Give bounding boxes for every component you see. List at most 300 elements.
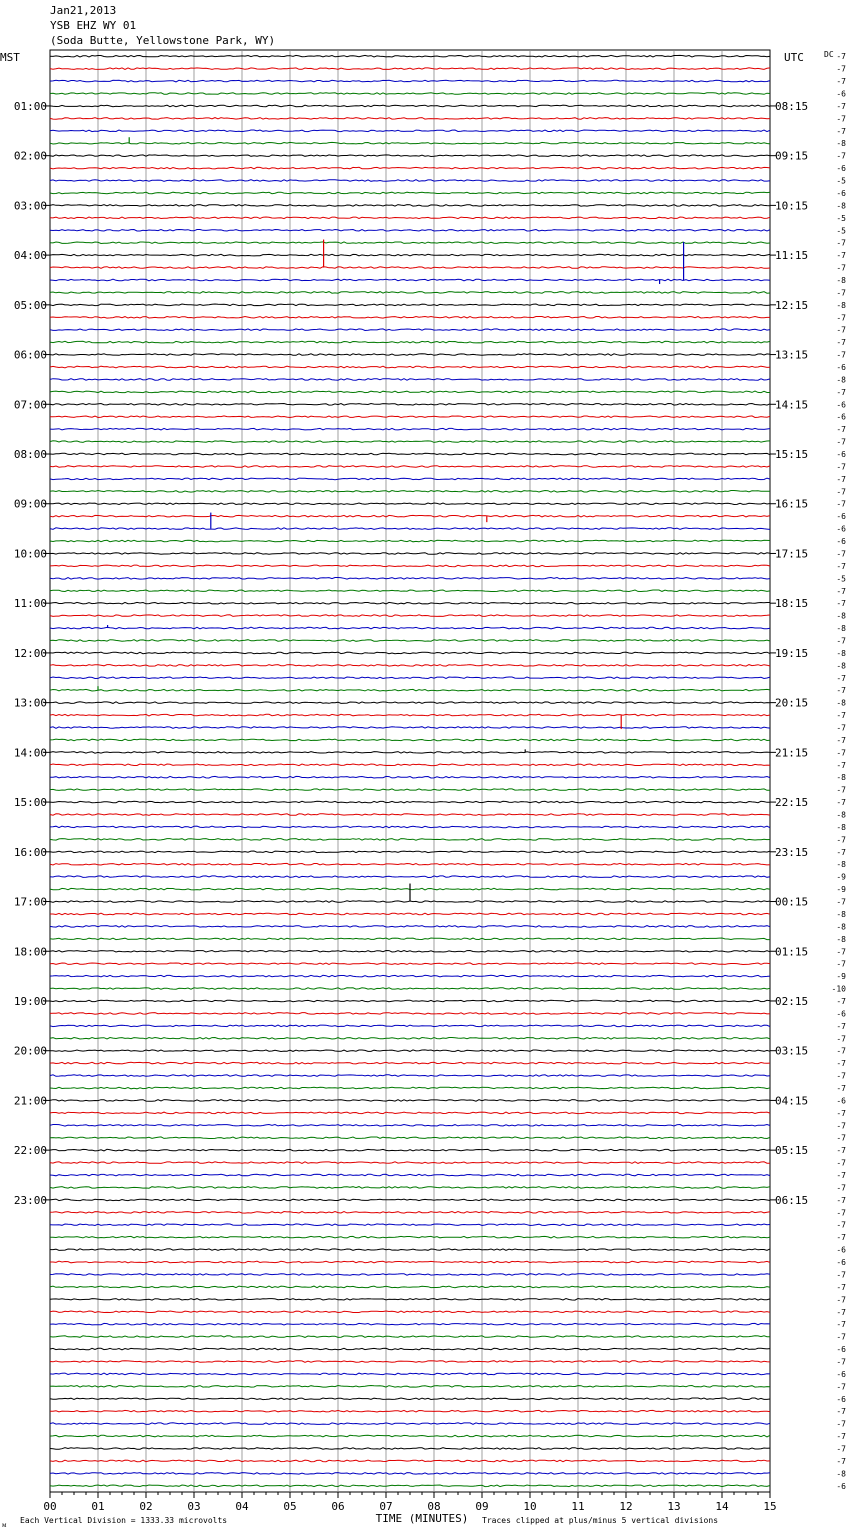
dc-offset-label: -7 bbox=[836, 1444, 846, 1454]
x-tick-label: 09 bbox=[475, 1500, 489, 1513]
dc-offset-label: -7 bbox=[836, 549, 846, 559]
right-hour-label: 12:15 bbox=[775, 298, 809, 312]
dc-offset-label: -7 bbox=[836, 462, 846, 472]
dc-offset-label: -6 bbox=[836, 400, 846, 410]
dc-offset-label: -7 bbox=[836, 785, 846, 795]
trace-line bbox=[50, 379, 770, 381]
right-hour-label: 08:15 bbox=[775, 99, 809, 113]
trace-line bbox=[50, 951, 770, 953]
trace-line bbox=[50, 341, 770, 343]
left-hour-label: 13:00 bbox=[13, 696, 47, 710]
trace-line bbox=[50, 814, 770, 816]
dc-offset-label: -7 bbox=[836, 77, 846, 87]
left-timezone-label: MST bbox=[0, 51, 20, 64]
plot-frame bbox=[50, 50, 770, 1492]
trace-line bbox=[50, 142, 770, 144]
trace-line bbox=[50, 677, 770, 679]
trace-line bbox=[50, 565, 770, 567]
dc-offset-label: -7 bbox=[836, 313, 846, 323]
dc-offset-label: -7 bbox=[836, 1158, 846, 1168]
trace-line bbox=[50, 764, 770, 766]
dc-offset-label: -7 bbox=[836, 686, 846, 696]
dc-offset-label: -6 bbox=[836, 1481, 846, 1491]
right-hour-label: 18:15 bbox=[775, 597, 809, 611]
dc-offset-label: -7 bbox=[836, 1456, 846, 1466]
dc-offset-label: -7 bbox=[836, 1320, 846, 1330]
dc-offset-label: -8 bbox=[836, 822, 846, 832]
right-timezone-label: UTC bbox=[784, 51, 804, 64]
dc-offset-label: -6 bbox=[836, 450, 846, 460]
dc-offset-label: -7 bbox=[836, 114, 846, 124]
dc-offset-label: -7 bbox=[836, 798, 846, 808]
trace-line bbox=[50, 1361, 770, 1363]
dc-offset-label: -8 bbox=[836, 922, 846, 932]
trace-line bbox=[50, 540, 770, 542]
trace-line bbox=[50, 826, 770, 828]
trace-line bbox=[50, 267, 770, 269]
dc-offset-label: -7 bbox=[836, 52, 846, 62]
dc-offset-label: -8 bbox=[836, 934, 846, 944]
trace-line bbox=[50, 528, 770, 530]
dc-offset-label: -6 bbox=[836, 524, 846, 534]
dc-offset-label: -8 bbox=[836, 1469, 846, 1479]
left-hour-label: 09:00 bbox=[13, 497, 47, 511]
trace-line bbox=[50, 1125, 770, 1127]
right-hour-label: 06:15 bbox=[775, 1193, 809, 1207]
trace-line bbox=[50, 254, 770, 256]
trace-line bbox=[50, 105, 770, 107]
x-tick-label: 11 bbox=[571, 1500, 585, 1513]
trace-line bbox=[50, 1348, 770, 1350]
trace-line bbox=[50, 1473, 770, 1475]
trace-line bbox=[50, 801, 770, 803]
x-tick-label: 08 bbox=[427, 1500, 441, 1513]
right-hour-label: 15:15 bbox=[775, 448, 809, 462]
left-hour-label: 14:00 bbox=[13, 746, 47, 760]
dc-offset-label: -7 bbox=[836, 1046, 846, 1056]
trace-line bbox=[50, 1311, 770, 1313]
left-hour-label: 08:00 bbox=[13, 448, 47, 462]
trace-line bbox=[50, 1410, 770, 1412]
dc-offset-label: -7 bbox=[836, 735, 846, 745]
dc-offset-label: -7 bbox=[836, 1382, 846, 1392]
dc-label: DC bbox=[824, 50, 834, 59]
dc-offset-label: -7 bbox=[836, 748, 846, 758]
dc-offset-label: -8 bbox=[836, 611, 846, 621]
right-hour-label: 14:15 bbox=[775, 398, 809, 412]
trace-line bbox=[50, 1435, 770, 1437]
dc-offset-label: -7 bbox=[836, 1208, 846, 1218]
x-tick-label: 10 bbox=[523, 1500, 537, 1513]
right-hour-label: 13:15 bbox=[775, 348, 809, 362]
trace-line bbox=[50, 93, 770, 95]
right-hour-label: 20:15 bbox=[775, 696, 809, 710]
dc-offset-label: -7 bbox=[836, 238, 846, 248]
dc-offset-label: -7 bbox=[836, 636, 846, 646]
dc-offset-label: -7 bbox=[836, 586, 846, 596]
dc-offset-label: -7 bbox=[836, 1419, 846, 1429]
dc-offset-label: -8 bbox=[836, 909, 846, 919]
trace-line bbox=[50, 988, 770, 990]
dc-offset-label: -7 bbox=[836, 959, 846, 969]
dc-offset-label: -7 bbox=[836, 126, 846, 136]
trace-line bbox=[50, 839, 770, 841]
trace-line bbox=[50, 1261, 770, 1263]
trace-line bbox=[50, 578, 770, 580]
trace-line bbox=[50, 217, 770, 219]
trace-line bbox=[50, 851, 770, 853]
trace-line bbox=[50, 1199, 770, 1201]
dc-offset-label: -6 bbox=[836, 1345, 846, 1355]
dc-offset-label: -7 bbox=[836, 101, 846, 111]
trace-line bbox=[50, 329, 770, 331]
trace-line bbox=[50, 652, 770, 654]
x-tick-label: 03 bbox=[187, 1500, 201, 1513]
trace-line bbox=[50, 1087, 770, 1089]
dc-offset-label: -7 bbox=[836, 1432, 846, 1442]
trace-line bbox=[50, 1485, 770, 1487]
trace-line bbox=[50, 1224, 770, 1226]
trace-line bbox=[50, 130, 770, 132]
trace-line bbox=[50, 863, 770, 865]
left-hour-label: 17:00 bbox=[13, 895, 47, 909]
corner-mark: ᴍ bbox=[2, 1521, 7, 1529]
trace-line bbox=[50, 1149, 770, 1151]
dc-offset-label: -7 bbox=[836, 561, 846, 571]
dc-offset-label: -6 bbox=[836, 1245, 846, 1255]
dc-offset-label: -6 bbox=[836, 89, 846, 99]
dc-offset-label: -5 bbox=[836, 226, 846, 236]
dc-offset-label: -8 bbox=[836, 661, 846, 671]
trace-line bbox=[50, 1423, 770, 1425]
dc-offset-label: -7 bbox=[836, 487, 846, 497]
dc-offset-label: -7 bbox=[836, 1146, 846, 1156]
dc-offset-label: -7 bbox=[836, 1295, 846, 1305]
station-location: (Soda Butte, Yellowstone Park, WY) bbox=[50, 34, 276, 47]
dc-offset-label: -7 bbox=[836, 288, 846, 298]
trace-line bbox=[50, 192, 770, 194]
x-tick-label: 14 bbox=[715, 1500, 729, 1513]
trace-line bbox=[50, 689, 770, 691]
trace-line bbox=[50, 702, 770, 704]
right-hour-label: 01:15 bbox=[775, 945, 809, 959]
trace-line bbox=[50, 727, 770, 729]
dc-offset-label: -7 bbox=[836, 387, 846, 397]
trace-line bbox=[50, 167, 770, 169]
dc-offset-label: -7 bbox=[836, 835, 846, 845]
dc-offset-label: -8 bbox=[836, 624, 846, 634]
left-hour-label: 01:00 bbox=[13, 99, 47, 113]
dc-offset-label: -7 bbox=[836, 1282, 846, 1292]
trace-line bbox=[50, 441, 770, 443]
x-tick-label: 02 bbox=[139, 1500, 153, 1513]
trace-line bbox=[50, 1386, 770, 1388]
right-hour-label: 23:15 bbox=[775, 845, 809, 859]
trace-line bbox=[50, 317, 770, 319]
left-hour-label: 02:00 bbox=[13, 149, 47, 163]
trace-line bbox=[50, 404, 770, 406]
trace-line bbox=[50, 155, 770, 157]
dc-offset-label: -6 bbox=[836, 1394, 846, 1404]
trace-line bbox=[50, 926, 770, 928]
trace-line bbox=[50, 665, 770, 667]
trace-line bbox=[50, 938, 770, 940]
trace-line bbox=[50, 1000, 770, 1002]
trace-line bbox=[50, 1075, 770, 1077]
dc-offset-label: -7 bbox=[836, 996, 846, 1006]
dc-offset-label: -7 bbox=[836, 673, 846, 683]
dc-offset-label: -7 bbox=[836, 1021, 846, 1031]
dc-offset-label: -7 bbox=[836, 1171, 846, 1181]
dc-offset-label: -9 bbox=[836, 872, 846, 882]
left-hour-label: 20:00 bbox=[13, 1044, 47, 1058]
trace-line bbox=[50, 975, 770, 977]
trace-line bbox=[50, 1212, 770, 1214]
trace-line bbox=[50, 1013, 770, 1015]
dc-offset-label: -8 bbox=[836, 201, 846, 211]
dc-offset-label: -6 bbox=[836, 188, 846, 198]
clip-note: Traces clipped at plus/minus 5 vertical divisions bbox=[482, 1516, 719, 1525]
left-hour-label: 04:00 bbox=[13, 249, 47, 263]
right-hour-label: 11:15 bbox=[775, 249, 809, 263]
right-hour-label: 09:15 bbox=[775, 149, 809, 163]
dc-offset-label: -7 bbox=[836, 1407, 846, 1417]
trace-line bbox=[50, 279, 770, 281]
dc-offset-label: -5 bbox=[836, 176, 846, 186]
x-tick-label: 15 bbox=[763, 1500, 777, 1513]
trace-line bbox=[50, 752, 770, 754]
trace-line bbox=[50, 1038, 770, 1040]
dc-offset-label: -7 bbox=[836, 1059, 846, 1069]
left-hour-label: 18:00 bbox=[13, 945, 47, 959]
dc-offset-label: -7 bbox=[836, 1307, 846, 1317]
dc-offset-label: -7 bbox=[836, 1083, 846, 1093]
dc-offset-label: -7 bbox=[836, 1071, 846, 1081]
trace-line bbox=[50, 55, 770, 57]
right-hour-label: 00:15 bbox=[775, 895, 809, 909]
x-axis-label: TIME (MINUTES) bbox=[375, 1512, 469, 1525]
dc-offset-label: -7 bbox=[836, 1183, 846, 1193]
right-hour-label: 02:15 bbox=[775, 994, 809, 1008]
dc-offset-label: -7 bbox=[836, 437, 846, 447]
trace-line bbox=[50, 230, 770, 232]
scale-note: Each Vertical Division = 1333.33 microvolts bbox=[20, 1516, 228, 1525]
dc-offset-label: -7 bbox=[836, 325, 846, 335]
trace-line bbox=[50, 80, 770, 82]
trace-line bbox=[50, 1112, 770, 1114]
dc-offset-label: -10 bbox=[831, 984, 846, 994]
left-hour-label: 22:00 bbox=[13, 1144, 47, 1158]
trace-line bbox=[50, 391, 770, 393]
trace-line bbox=[50, 466, 770, 468]
dc-offset-label: -7 bbox=[836, 760, 846, 770]
dc-offset-label: -6 bbox=[836, 1369, 846, 1379]
right-hour-label: 10:15 bbox=[775, 199, 809, 213]
dc-offset-label: -7 bbox=[836, 723, 846, 733]
trace-line bbox=[50, 876, 770, 878]
dc-offset-label: -9 bbox=[836, 885, 846, 895]
trace-line bbox=[50, 1025, 770, 1027]
trace-line bbox=[50, 553, 770, 555]
trace-line bbox=[50, 590, 770, 592]
dc-offset-label: -7 bbox=[836, 338, 846, 348]
right-hour-label: 21:15 bbox=[775, 746, 809, 760]
dc-offset-label: -7 bbox=[836, 263, 846, 273]
dc-offset-label: -7 bbox=[836, 499, 846, 509]
dc-offset-label: -7 bbox=[836, 1220, 846, 1230]
dc-offset-label: -7 bbox=[836, 1357, 846, 1367]
left-hour-label: 05:00 bbox=[13, 298, 47, 312]
trace-line bbox=[50, 627, 770, 629]
trace-line bbox=[50, 478, 770, 480]
dc-offset-label: -5 bbox=[836, 213, 846, 223]
trace-line bbox=[50, 789, 770, 791]
trace-line bbox=[50, 515, 770, 517]
trace-line bbox=[50, 913, 770, 915]
trace-line bbox=[50, 1062, 770, 1064]
trace-line bbox=[50, 242, 770, 244]
trace-line bbox=[50, 1460, 770, 1462]
right-hour-label: 03:15 bbox=[775, 1044, 809, 1058]
dc-offset-label: -6 bbox=[836, 164, 846, 174]
dc-offset-label: -8 bbox=[836, 698, 846, 708]
dc-offset-label: -6 bbox=[836, 412, 846, 422]
trace-line bbox=[50, 1274, 770, 1276]
trace-line bbox=[50, 68, 770, 70]
dc-offset-label: -6 bbox=[836, 1009, 846, 1019]
trace-line bbox=[50, 1162, 770, 1164]
trace-line bbox=[50, 491, 770, 493]
trace-line bbox=[50, 1373, 770, 1375]
dc-offset-label: -7 bbox=[836, 1133, 846, 1143]
left-hour-label: 06:00 bbox=[13, 348, 47, 362]
trace-line bbox=[50, 714, 770, 716]
station-code: YSB EHZ WY 01 bbox=[50, 19, 137, 32]
left-hour-label: 12:00 bbox=[13, 646, 47, 660]
trace-line bbox=[50, 1448, 770, 1450]
dc-offset-label: -6 bbox=[836, 1258, 846, 1268]
left-hour-label: 11:00 bbox=[13, 597, 47, 611]
trace-line bbox=[50, 1299, 770, 1301]
dc-offset-label: -7 bbox=[836, 1233, 846, 1243]
dc-offset-label: -6 bbox=[836, 362, 846, 372]
x-tick-label: 13 bbox=[667, 1500, 681, 1513]
left-hour-label: 23:00 bbox=[13, 1193, 47, 1207]
dc-offset-label: -7 bbox=[836, 425, 846, 435]
right-hour-label: 19:15 bbox=[775, 646, 809, 660]
dc-offset-label: -7 bbox=[836, 1121, 846, 1131]
trace-line bbox=[50, 503, 770, 505]
trace-line bbox=[50, 640, 770, 642]
x-tick-label: 07 bbox=[379, 1500, 393, 1513]
dc-offset-label: -7 bbox=[836, 897, 846, 907]
dc-offset-label: -7 bbox=[836, 1108, 846, 1118]
dc-offset-label: -7 bbox=[836, 1270, 846, 1280]
left-hour-label: 16:00 bbox=[13, 845, 47, 859]
trace-line bbox=[50, 118, 770, 120]
x-tick-label: 04 bbox=[235, 1500, 249, 1513]
dc-offset-label: -8 bbox=[836, 300, 846, 310]
trace-line bbox=[50, 615, 770, 617]
trace-line bbox=[50, 1286, 770, 1288]
trace-line bbox=[50, 180, 770, 182]
dc-offset-label: -7 bbox=[836, 711, 846, 721]
trace-line bbox=[50, 453, 770, 455]
trace-line bbox=[50, 1174, 770, 1176]
right-hour-label: 05:15 bbox=[775, 1144, 809, 1158]
trace-line bbox=[50, 1187, 770, 1189]
dc-offset-label: -7 bbox=[836, 474, 846, 484]
trace-line bbox=[50, 304, 770, 306]
trace-line bbox=[50, 1050, 770, 1052]
dc-offset-label: -5 bbox=[836, 574, 846, 584]
left-hour-label: 15:00 bbox=[13, 796, 47, 810]
dc-offset-label: -7 bbox=[836, 947, 846, 957]
dc-offset-label: -7 bbox=[836, 847, 846, 857]
trace-line bbox=[50, 1100, 770, 1102]
dc-offset-label: -9 bbox=[836, 972, 846, 982]
trace-line bbox=[50, 1236, 770, 1238]
right-hour-label: 04:15 bbox=[775, 1094, 809, 1108]
x-tick-label: 00 bbox=[43, 1500, 57, 1513]
x-tick-label: 05 bbox=[283, 1500, 297, 1513]
left-hour-label: 03:00 bbox=[13, 199, 47, 213]
left-hour-label: 21:00 bbox=[13, 1094, 47, 1108]
left-hour-label: 07:00 bbox=[13, 398, 47, 412]
trace-line bbox=[50, 1323, 770, 1325]
x-tick-label: 06 bbox=[331, 1500, 345, 1513]
dc-offset-label: -7 bbox=[836, 251, 846, 261]
dc-offset-label: -8 bbox=[836, 773, 846, 783]
dc-offset-label: -6 bbox=[836, 1096, 846, 1106]
trace-line bbox=[50, 1398, 770, 1400]
dc-offset-label: -7 bbox=[836, 151, 846, 161]
dc-offset-label: -7 bbox=[836, 350, 846, 360]
trace-line bbox=[50, 205, 770, 207]
trace-line bbox=[50, 354, 770, 356]
x-tick-label: 01 bbox=[91, 1500, 105, 1513]
right-hour-label: 22:15 bbox=[775, 796, 809, 810]
trace-line bbox=[50, 1137, 770, 1139]
right-hour-label: 16:15 bbox=[775, 497, 809, 511]
dc-offset-label: -8 bbox=[836, 139, 846, 149]
dc-offset-label: -8 bbox=[836, 375, 846, 385]
trace-line bbox=[50, 292, 770, 294]
dc-offset-label: -8 bbox=[836, 275, 846, 285]
x-tick-label: 12 bbox=[619, 1500, 633, 1513]
trace-line bbox=[50, 428, 770, 430]
dc-offset-label: -8 bbox=[836, 860, 846, 870]
trace-line bbox=[50, 776, 770, 778]
trace-line bbox=[50, 1249, 770, 1251]
right-hour-label: 17:15 bbox=[775, 547, 809, 561]
trace-line bbox=[50, 602, 770, 604]
dc-offset-label: -7 bbox=[836, 1195, 846, 1205]
trace-line bbox=[50, 963, 770, 965]
left-hour-label: 10:00 bbox=[13, 547, 47, 561]
dc-offset-label: -6 bbox=[836, 512, 846, 522]
dc-offset-label: -7 bbox=[836, 1332, 846, 1342]
trace-line bbox=[50, 366, 770, 368]
dc-offset-label: -7 bbox=[836, 64, 846, 74]
dc-offset-label: -7 bbox=[836, 1034, 846, 1044]
dc-offset-label: -6 bbox=[836, 537, 846, 547]
dc-offset-label: -8 bbox=[836, 810, 846, 820]
plot-date: Jan21,2013 bbox=[50, 4, 117, 17]
trace-line bbox=[50, 739, 770, 741]
left-hour-label: 19:00 bbox=[13, 994, 47, 1008]
dc-offset-label: -7 bbox=[836, 599, 846, 609]
